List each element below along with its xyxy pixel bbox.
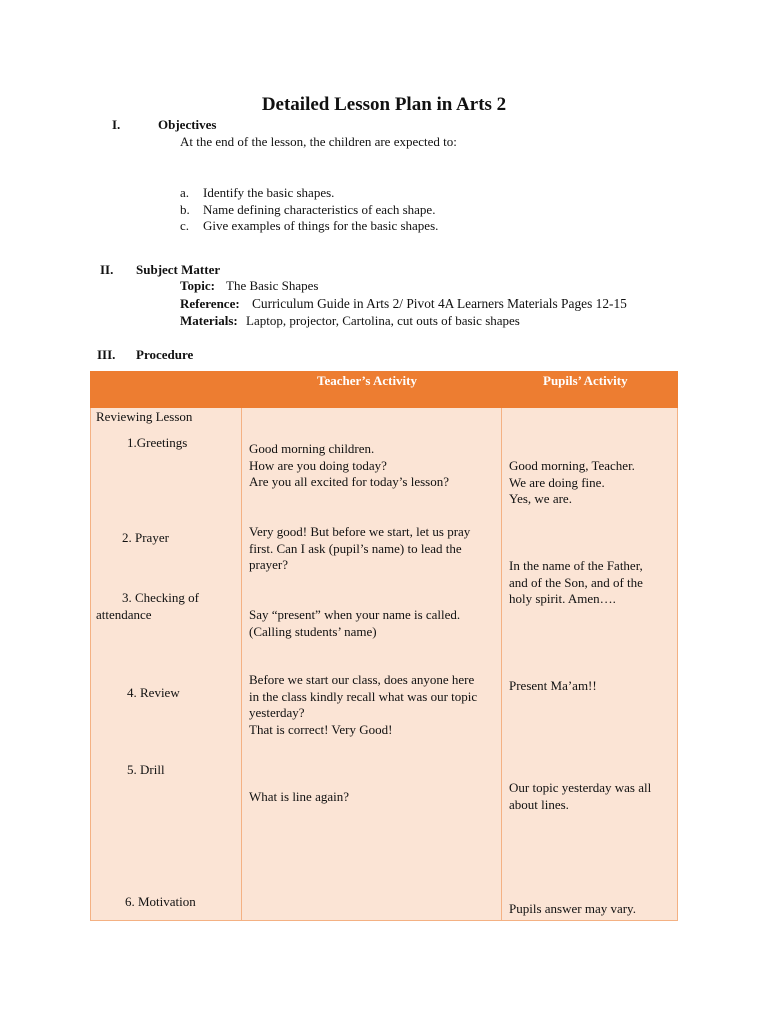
pupils-attendance: Present Ma’am!! [509,678,597,693]
step-prayer: 2. Prayer [122,530,169,545]
reference-value: Curriculum Guide in Arts 2/ Pivot 4A Learners Materials Pages 12-15 [252,296,627,311]
objective-item-b: Name defining characteristics of each shape. [203,202,436,217]
table-left-edge [90,408,91,921]
objective-marker-c: c. [180,218,190,233]
pupils-motivation: Pupils answer may vary. [509,901,636,916]
table-bottom-edge [90,920,678,921]
step-drill: 5. Drill [127,762,165,777]
teacher-review: Before we start our class, does anyone here in the class kindly recall what was our topic yesterday? That is correct! Very Good! [249,672,478,737]
objectives-numeral: I. [112,117,121,132]
objective-marker-b: b. [180,202,190,217]
column-divider-1 [241,408,242,921]
procedure-table [90,371,678,921]
objective-marker-a: a. [180,185,190,200]
topic-label: Topic: [180,278,215,293]
procedure-numeral: III. [97,347,116,362]
header-teachers-activity: Teacher’s Activity [317,373,418,388]
step-greetings: 1.Greetings [127,435,188,450]
topic-value: The Basic Shapes [226,278,319,293]
teacher-prayer: Very good! But before we start, let us pray first. Can I ask (pupil’s name) to lead the prayer? [249,524,471,572]
step-motivation: 6. Motivation [125,894,196,909]
page-title: Detailed Lesson Plan in Arts 2 [261,94,507,115]
teacher-drill: What is line again? [249,789,349,804]
section-label-reviewing-lesson: Reviewing Lesson [96,409,193,424]
objective-item-a: Identify the basic shapes. [203,185,335,200]
materials-value: Laptop, projector, Cartolina, cut outs of basic shapes [246,313,520,328]
table-right-edge [677,408,678,921]
reference-label: Reference: [180,296,240,311]
procedure-heading: Procedure [136,347,194,362]
header-pupils-activity: Pupils’ Activity [543,373,628,388]
step-checking-attendance: 3. Checking of attendance [96,590,199,622]
pupils-prayer: In the name of the Father, and of the Son, and of the holy spirit. Amen…. [509,558,643,606]
pupils-greetings: Good morning, Teacher. We are doing fine. Yes, we are. [509,458,635,506]
pupils-review: Our topic yesterday was all about lines. [509,780,652,812]
step-review: 4. Review [127,685,180,700]
objective-item-c: Give examples of things for the basic shapes. [203,218,439,233]
objectives-intro: At the end of the lesson, the children are expected to: [180,134,457,149]
objectives-heading: Objectives [158,117,217,132]
subject-matter-numeral: II. [100,262,114,277]
materials-label: Materials: [180,313,238,328]
subject-matter-heading: Subject Matter [136,262,221,277]
column-divider-2 [501,408,502,921]
teacher-greetings: Good morning children. How are you doing today? Are you all excited for today’s lesson? [249,441,449,489]
table-header-row [90,371,678,408]
teacher-attendance: Say “present” when your name is called. (Calling students’ name) [249,607,461,639]
